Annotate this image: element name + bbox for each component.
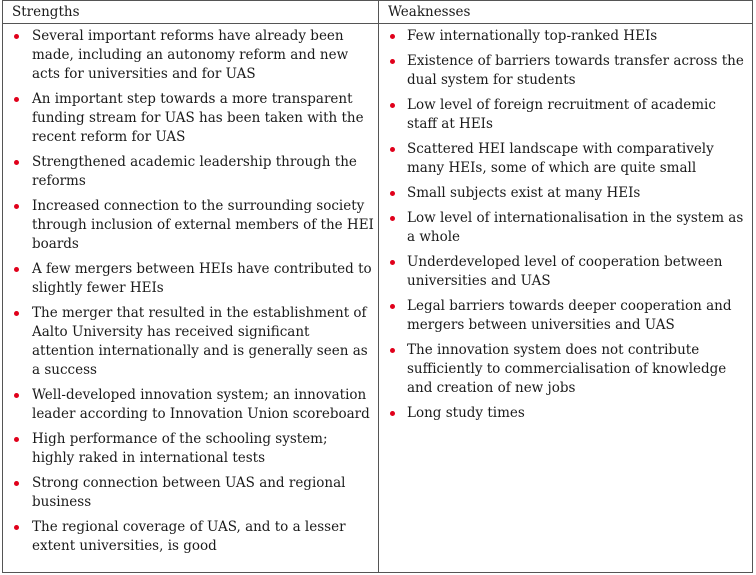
list-item-text: The merger that resulted in the establishment of Aalto University has received significant attention internationally and is generally seen as a success xyxy=(32,305,368,378)
bullet-icon xyxy=(14,481,19,486)
bullet-icon xyxy=(390,216,395,221)
list-item xyxy=(379,404,752,423)
list-item-text: Underdeveloped level of cooperation between universities and UAS xyxy=(407,254,723,289)
list-item-text: Well-developed innovation system; an innovation leader according to Innovation Union scoreboard xyxy=(32,387,370,422)
list-item-text: Few internationally top-ranked HEIs xyxy=(407,28,658,44)
list-item xyxy=(3,430,378,468)
list-item-text: Strengthened academic leadership through the reforms xyxy=(32,154,357,189)
list-item xyxy=(379,184,752,203)
list-item-text: Strong connection between UAS and regional business xyxy=(32,475,346,510)
bullet-icon xyxy=(14,204,19,209)
list-item xyxy=(3,153,378,191)
list-item xyxy=(379,27,752,46)
list-item xyxy=(3,386,378,424)
list-item-text: High performance of the schooling system; highly raked in international tests xyxy=(32,431,328,466)
list-item-text: The innovation system does not contribute sufficiently to commercialisation of knowledge and creation of new jobs xyxy=(407,342,727,396)
list-item xyxy=(3,90,378,147)
bullet-icon xyxy=(390,34,395,39)
bullet-icon xyxy=(14,311,19,316)
list-item xyxy=(3,197,378,254)
list-item xyxy=(379,253,752,291)
swot-table xyxy=(2,0,753,573)
bullet-icon xyxy=(390,411,395,416)
list-item-text: Low level of internationalisation in the system as a whole xyxy=(407,210,744,245)
list-item-text: Scattered HEI landscape with comparatively many HEIs, some of which are quite small xyxy=(407,141,714,176)
bullet-icon xyxy=(390,59,395,64)
bullet-icon xyxy=(14,393,19,398)
bullet-icon xyxy=(390,191,395,196)
list-item xyxy=(379,140,752,178)
strengths-cell xyxy=(3,24,379,572)
weaknesses-header: Weaknesses xyxy=(379,1,752,24)
list-item xyxy=(3,260,378,298)
list-item-text: An important step towards a more transparent funding stream for UAS has been taken with the recent reform for UAS xyxy=(32,91,364,145)
list-item-text: Long study times xyxy=(407,405,525,421)
strengths-list xyxy=(3,27,378,556)
bullet-icon xyxy=(390,103,395,108)
bullet-icon xyxy=(390,147,395,152)
list-item xyxy=(3,518,378,556)
list-item-text: Low level of foreign recruitment of academic staff at HEIs xyxy=(407,97,716,132)
bullet-icon xyxy=(14,267,19,272)
list-item xyxy=(3,27,378,84)
list-item xyxy=(3,304,378,380)
list-item-text: Small subjects exist at many HEIs xyxy=(407,185,641,201)
list-item xyxy=(379,297,752,335)
weaknesses-list xyxy=(379,27,752,423)
strengths-header: Strengths xyxy=(3,1,379,24)
bullet-icon xyxy=(390,260,395,265)
list-item-text: Several important reforms have already been made, including an autonomy reform and new acts for universities and for UAS xyxy=(32,28,349,82)
list-item xyxy=(379,52,752,90)
list-item xyxy=(379,209,752,247)
list-item-text: Legal barriers towards deeper cooperation and mergers between universities and UAS xyxy=(407,298,732,333)
bullet-icon xyxy=(14,97,19,102)
list-item-text: The regional coverage of UAS, and to a lesser extent universities, is good xyxy=(32,519,346,554)
bullet-icon xyxy=(14,34,19,39)
bullet-icon xyxy=(14,437,19,442)
list-item-text: Existence of barriers towards transfer across the dual system for students xyxy=(407,53,744,88)
list-item xyxy=(379,96,752,134)
weaknesses-cell xyxy=(379,24,752,572)
list-item-text: Increased connection to the surrounding society through inclusion of external members of the HEI boards xyxy=(32,198,374,252)
list-item xyxy=(3,474,378,512)
list-item xyxy=(379,341,752,398)
bullet-icon xyxy=(390,304,395,309)
list-item-text: A few mergers between HEIs have contributed to slightly fewer HEIs xyxy=(32,261,372,296)
bullet-icon xyxy=(390,348,395,353)
bullet-icon xyxy=(14,525,19,530)
bullet-icon xyxy=(14,160,19,165)
